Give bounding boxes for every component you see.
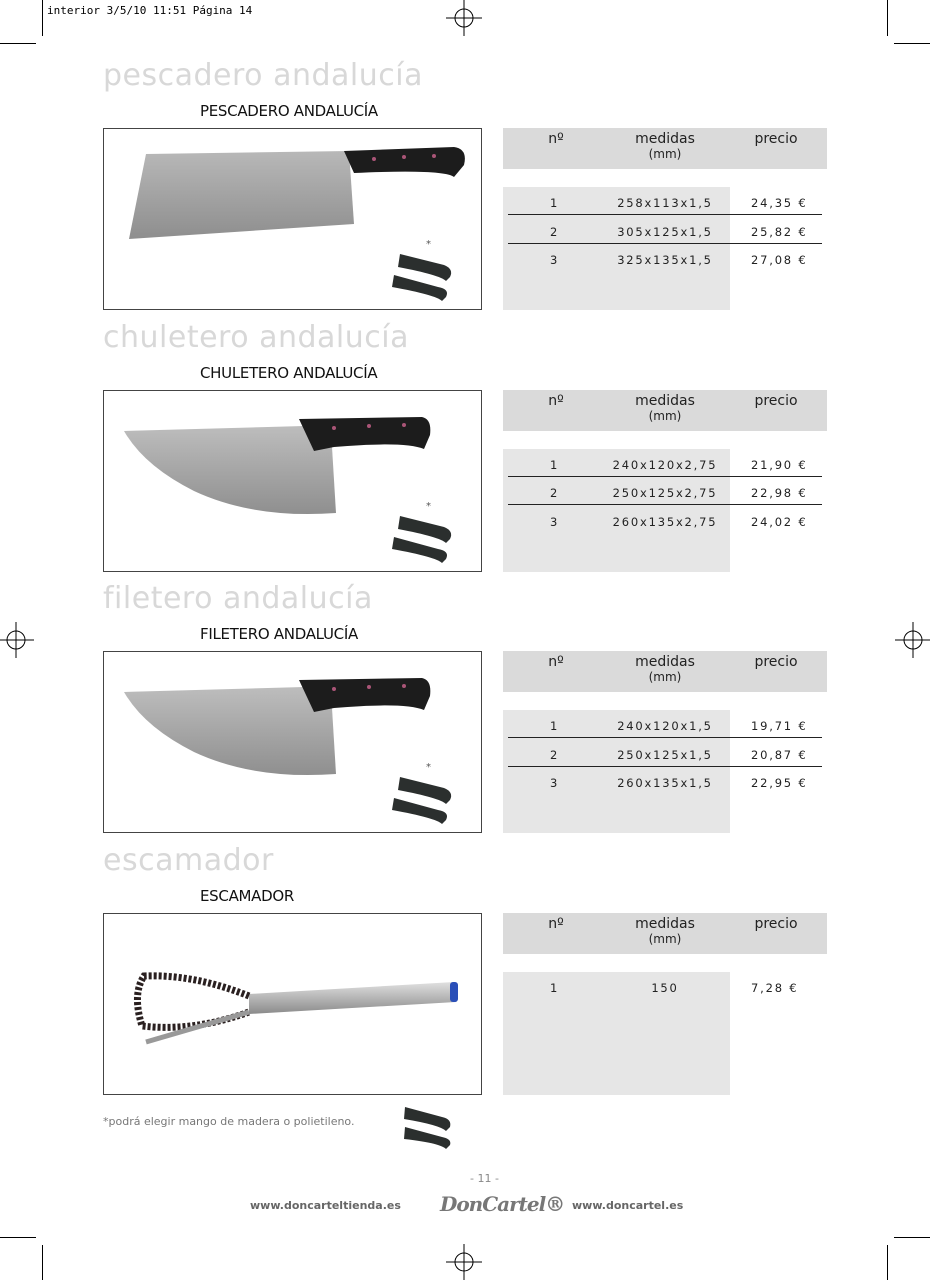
handle-note: *podrá elegir mango de madera o polietileno. [103,1115,355,1128]
header-medidas [615,916,715,946]
row-precio: 24,02 € [751,514,808,529]
section-ghost-title: filetero andalucía [103,581,373,617]
row-precio: 24,35 € [751,196,808,210]
table-row [503,748,827,768]
table-row [503,458,827,478]
row-divider [508,243,822,244]
website-link-main[interactable]: www.doncartel.es [572,1199,684,1212]
row-medidas: 260x135x1,5 [617,776,713,791]
row-number: 1 [550,981,560,996]
row-divider [508,476,822,477]
section-title: PESCADERO ANDALUCÍA [200,102,378,120]
row-number: 1 [550,457,560,472]
header-medidas [615,131,715,161]
print-slug: interior 3/5/10 11:51 Página 14 [47,4,253,17]
table-row [503,486,827,506]
row-number: 2 [550,747,560,762]
row-divider [508,737,822,738]
crop-mark [894,1237,930,1238]
row-precio: 27,08 € [751,253,808,267]
handle-variant-icon [392,275,447,301]
row-medidas: 240x120x1,5 [617,719,713,734]
row-precio: 20,87 € [751,747,808,762]
row-medidas: 258x113x1,5 [617,196,713,210]
crop-mark [0,43,36,44]
row-number: 3 [550,514,560,529]
table-row [503,776,827,796]
handle-variant-icon [392,537,447,563]
registration-mark-icon [446,1244,482,1280]
header-n: nº [548,654,564,671]
section-title: ESCAMADOR [200,887,295,906]
row-precio: 19,71 € [751,719,808,734]
row-precio: 25,82 € [751,224,808,239]
header-medidas-label: medidas [635,916,695,933]
header-n: nº [548,131,564,147]
table-row [503,225,827,245]
knife-illustration [104,652,481,832]
section-ghost-title: chuletero andalucía [103,319,409,355]
header-mm-label: (mm) [648,670,682,685]
header-mm-label: (mm) [648,147,682,161]
product-section [0,843,930,1175]
row-number: 3 [550,253,560,267]
page-number: - 11 - [470,1172,499,1185]
section-ghost-title: pescadero andalucía [103,58,423,93]
section-title: FILETERO ANDALUCÍA [200,625,358,644]
crop-mark [0,1237,36,1238]
header-medidas [615,654,715,684]
row-divider [508,214,822,215]
header-precio: precio [754,916,798,933]
knife-illustration [104,391,481,571]
crop-mark [887,1245,888,1280]
product-image [103,913,482,1095]
header-medidas-label: medidas [635,392,695,409]
table-header [503,128,827,169]
row-medidas: 240x120x2,75 [612,457,718,472]
crop-mark [887,0,888,36]
row-divider [508,766,822,767]
row-divider [508,504,822,505]
table-header [503,651,827,692]
crop-mark [42,0,43,36]
row-precio: 7,28 € [751,981,799,996]
asterisk: * [426,762,431,774]
header-n: nº [548,392,564,409]
product-image [103,651,482,833]
row-medidas: 305x125x1,5 [617,224,713,239]
crop-mark [894,43,930,44]
row-medidas: 150 [651,981,679,996]
handle-variant-icon [398,254,451,281]
table-row [503,981,827,1001]
row-number: 2 [550,486,560,501]
row-medidas: 250x125x1,5 [617,747,713,762]
table-row [503,515,827,535]
asterisk: * [426,500,431,512]
row-number: 2 [550,224,560,239]
row-medidas: 260x135x2,75 [612,514,718,529]
table-row [503,253,827,273]
header-precio: precio [754,131,798,147]
crop-mark [42,1245,43,1280]
row-precio: 22,95 € [751,776,808,791]
header-precio: precio [754,654,798,671]
header-medidas [615,393,715,423]
handle-variant-icon [392,798,447,824]
header-precio: precio [754,392,798,409]
table-row [503,719,827,739]
row-precio: 22,98 € [751,486,808,501]
row-number: 1 [550,196,560,210]
registration-mark-icon [446,0,482,36]
table-row [503,196,827,216]
row-medidas: 250x125x2,75 [612,486,718,501]
row-number: 1 [550,719,560,734]
row-precio: 21,90 € [751,457,808,472]
handle-variant-icon [398,777,451,804]
header-n: nº [548,916,564,933]
product-image [103,128,482,310]
handle-variant-icon [398,516,451,543]
header-medidas-label: medidas [635,654,695,671]
asterisk: * [426,239,431,250]
row-number: 3 [550,776,560,791]
table-header [503,390,827,431]
product-image [103,390,482,572]
header-mm-label: (mm) [648,408,682,423]
header-medidas-label: medidas [635,131,695,147]
section-title: CHULETERO ANDALUCÍA [200,363,378,382]
header-mm-label: (mm) [648,932,682,947]
section-ghost-title: escamador [103,843,274,879]
table-header [503,913,827,954]
handle-options-icon [400,1105,455,1150]
brand-logo: DonCartel® [440,1192,565,1216]
knife-illustration [104,129,481,309]
row-medidas: 325x135x1,5 [617,253,713,267]
knife-illustration [104,914,481,1094]
website-link-shop[interactable]: www.doncarteltienda.es [250,1199,401,1212]
